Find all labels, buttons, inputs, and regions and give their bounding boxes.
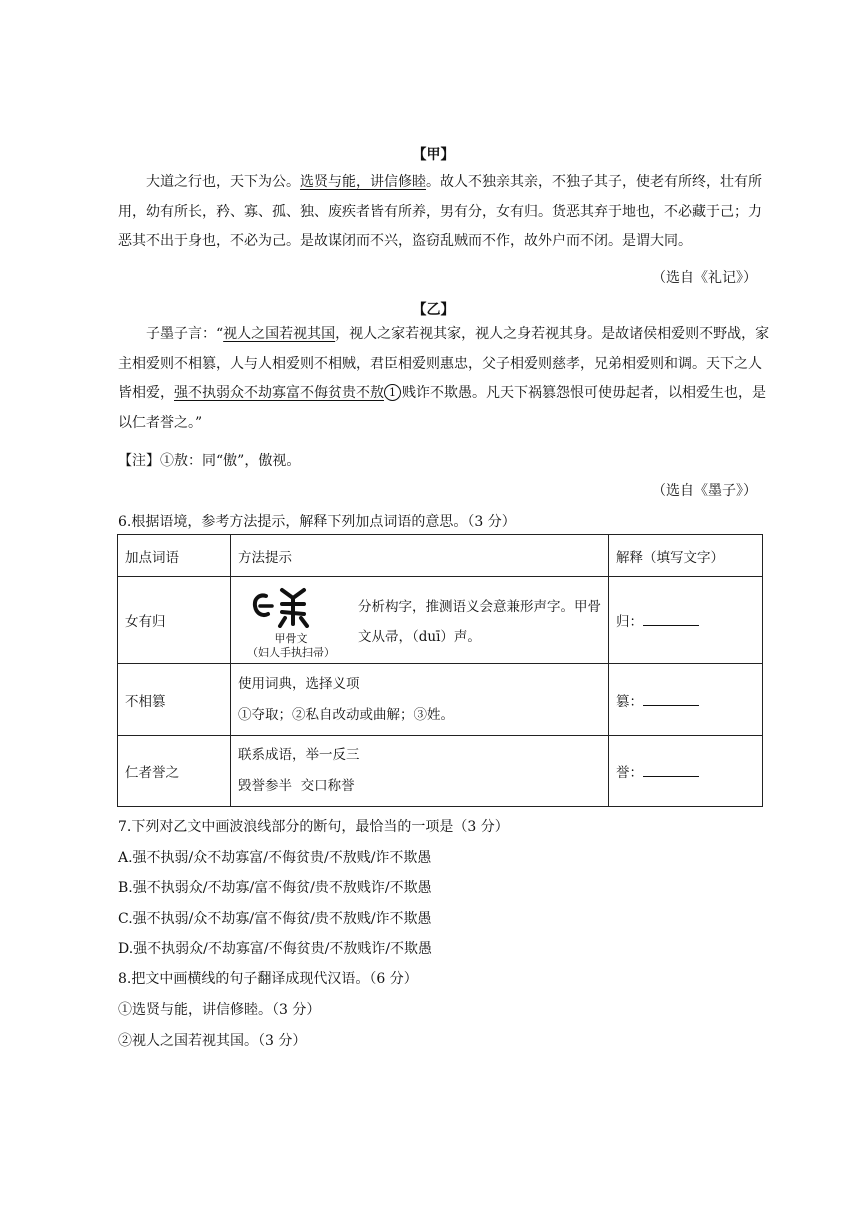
glyph-caption-1: 甲骨文 bbox=[274, 632, 308, 645]
q7-option-d[interactable]: D.强不执弱众/不劫寡富/不侮贫贵/不敖贱诈/不欺愚 bbox=[118, 941, 433, 957]
yi-underlined-sentence: 视人之国若视其国 bbox=[223, 326, 336, 342]
q7-option-b[interactable]: B.强不执弱众/不劫寡/富不侮贫/贵不敖贱诈/不欺愚 bbox=[118, 880, 432, 896]
row2-answer bbox=[609, 664, 763, 736]
table-row bbox=[118, 664, 763, 736]
jia-line-1-end: 。故人不独亲其亲，不独子其子，使老有所终，壮有所 bbox=[426, 174, 762, 190]
oracle-bone-glyph bbox=[238, 584, 344, 659]
yi-line-1 bbox=[118, 320, 770, 350]
header-word: 加点词语 bbox=[118, 535, 231, 577]
jia-line-1 bbox=[118, 168, 762, 198]
row1-hint-line2: 文从帚，（duī）声。 bbox=[358, 629, 481, 645]
yi-heading: 【乙】 bbox=[412, 302, 455, 318]
row3-answer bbox=[609, 736, 763, 807]
q8-item-2: ②视人之国若视其国。（3 分） bbox=[118, 1033, 307, 1049]
row2-hint-line2: ①夺取；②私自改动或曲解；③姓。 bbox=[238, 706, 454, 723]
jia-heading: 【甲】 bbox=[412, 147, 455, 163]
jia-source: （选自《礼记》） bbox=[652, 270, 757, 286]
row3-hint-line2: 毁誉参半 交口称誉 bbox=[238, 778, 355, 794]
row2-answer-label: 篡： bbox=[616, 693, 643, 710]
oracle-bone-char-icon bbox=[238, 584, 344, 628]
yi-line-4: 以仁者誉之。” bbox=[118, 414, 203, 431]
row3-hint-line1: 联系成语，举一反三 bbox=[238, 747, 360, 763]
answer-blank[interactable] bbox=[643, 693, 699, 706]
yi-line-3-start: 皆相爱， bbox=[118, 385, 174, 401]
q7-option-a[interactable]: A.强不执弱/众不劫寡富/不侮贫贵/不敖贱/诈不欺愚 bbox=[118, 850, 432, 866]
yi-passage bbox=[118, 320, 770, 438]
row3-answer-label: 誉： bbox=[616, 765, 643, 781]
header-answer: 解释（填写文字） bbox=[609, 535, 763, 577]
yi-line-1-start: 子墨子言：“ bbox=[146, 326, 224, 342]
yi-wavy-sentence-end: 贱诈不欺愚 bbox=[402, 385, 472, 401]
table-header-row bbox=[118, 535, 763, 577]
row3-hint bbox=[231, 736, 609, 807]
glyph-caption-2: （妇人手执扫帚） bbox=[247, 646, 335, 659]
jia-passage bbox=[118, 168, 762, 257]
yi-line-1-end: ，视人之家若视其家，视人之身若视其身。是故诸侯相爱则不野战，家 bbox=[335, 326, 770, 342]
answer-blank[interactable] bbox=[643, 764, 699, 777]
jia-line-2: 用，幼有所长，矜、寡、孤、独、废疾者皆有所养，男有分，女有归。货恶其弃于地也，不必藏于己；力 bbox=[118, 203, 762, 220]
row3-word: 仁者誉之 bbox=[118, 736, 231, 807]
yi-source: （选自《墨子》） bbox=[652, 483, 757, 499]
row1-answer-label: 归： bbox=[616, 614, 643, 630]
q6-title: 6.根据语境，参考方法提示，解释下列加点词语的意思。（3 分） bbox=[118, 514, 516, 530]
q7-title: 7.下列对乙文中画波浪线部分的断句，最恰当的一项是（3 分） bbox=[118, 819, 509, 835]
jia-underlined-sentence: 选贤与能，讲信修睦 bbox=[300, 174, 426, 190]
q8-title: 8.把文中画横线的句子翻译成现代汉语。（6 分） bbox=[118, 971, 418, 987]
yi-wavy-sentence: 强不执弱众不劫寡富不侮贫贵不敖 bbox=[174, 385, 384, 401]
row1-hint-line1: 分析构字，推测语义会意兼形声字。甲骨 bbox=[358, 599, 601, 615]
yi-line-3-end: 。凡天下祸篡怨恨可使毋起者，以相爱生也，是 bbox=[472, 385, 766, 401]
yi-note: 【注】①敖：同“傲”，傲视。 bbox=[118, 453, 301, 469]
header-hint: 方法提示 bbox=[231, 535, 609, 577]
row1-hint-text bbox=[344, 584, 601, 652]
note-marker-1: 1 bbox=[384, 384, 401, 401]
table-row bbox=[118, 736, 763, 807]
row1-answer bbox=[609, 577, 763, 664]
q6-table bbox=[117, 534, 763, 807]
q7-option-c[interactable]: C.强不执弱/众不劫寡/富不侮贫/贵不敖贱/诈不欺愚 bbox=[118, 911, 432, 927]
jia-line-1-start: 大道之行也，天下为公。 bbox=[146, 174, 300, 190]
yi-line-2: 主相爱则不相篡，人与人相爱则不相贼，君臣相爱则惠忠，父子相爱则慈孝，兄弟相爱则和调。天下之人 bbox=[118, 355, 762, 372]
row1-word: 女有归 bbox=[118, 577, 231, 664]
row1-hint bbox=[231, 577, 609, 664]
yi-line-3 bbox=[118, 379, 766, 409]
jia-line-3: 恶其不出于身也，不必为己。是故谋闭而不兴，盗窃乱贼而不作，故外户而不闭。是谓大同。 bbox=[118, 233, 692, 249]
table-row bbox=[118, 577, 763, 664]
row2-hint-line1: 使用词典，选择义项 bbox=[238, 675, 360, 692]
answer-blank[interactable] bbox=[643, 613, 699, 626]
row2-hint bbox=[231, 664, 609, 736]
q8-item-1: ①选贤与能，讲信修睦。（3 分） bbox=[118, 1002, 321, 1018]
row2-word: 不相篡 bbox=[118, 664, 231, 736]
